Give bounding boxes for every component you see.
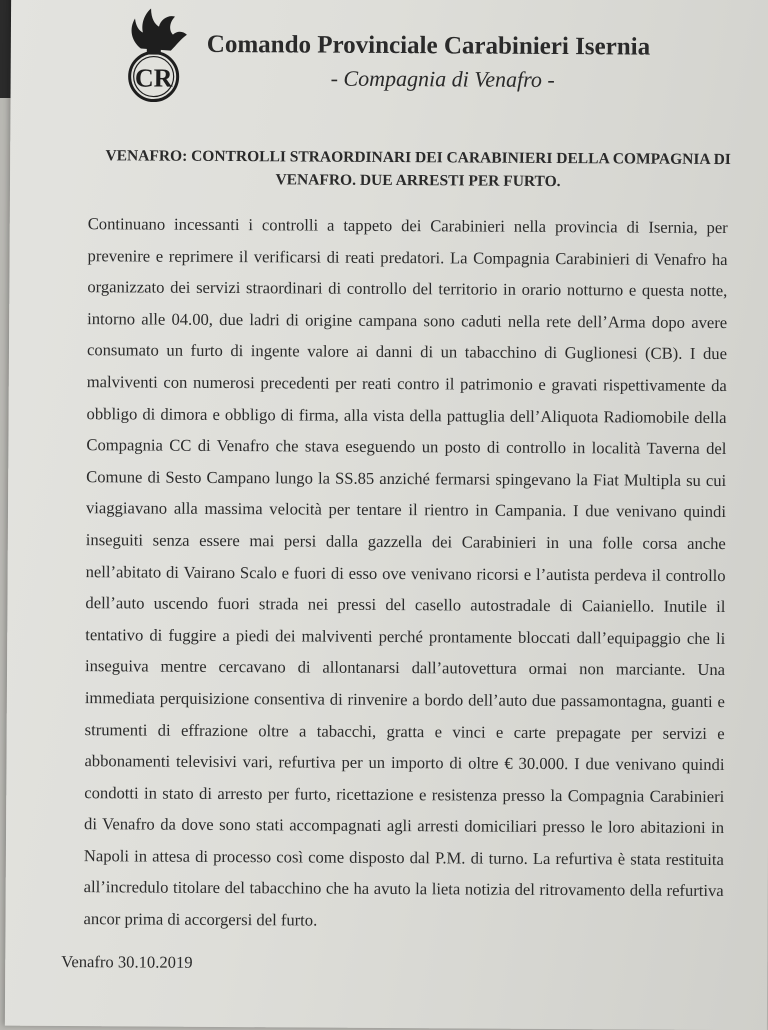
logo-monogram: CR: [134, 63, 173, 93]
article-signoff: Venafro 30.10.2019: [61, 952, 193, 972]
article-headline: VENAFRO: CONTROLLI STRAORDINARI DEI CARABINIERI DELLA COMPAGNIA DI VENAFRO. DUE ARRESTI PER FURTO.: [105, 147, 731, 191]
article-body-text: Continuano incessanti i controlli a tappeto dei Carabinieri nella provincia di Isernia, per prevenire e reprimere il verificarsi di reati predatori. La Compagnia Carabinieri di Venafro ha organizzato dei servizi straordinari di controllo del territorio in orario notturno e questa notte, intorno alle 04.00, due ladri di origine campana sono caduti nella rete dell’Arma dopo avere consumato un furto di ingente valore ai danni di un tabacchino di Guglionesi (CB). I due malviventi con numerosi precedenti per reati contro il patrimonio e gravati rispettivamente da obbligo di dimora e obbligo di firma, alla vista della pattuglia dell’Aliquota Radiomobile della Compagnia CC di Venafro che stava eseguendo un posto di controllo in località Taverna del Comune di Sesto Campano lungo la SS.85 anziché fermarsi spingevano la Fiat Multipla su cui viaggiavano alla massima velocità per tentare il rientro in Campania. I due venivano quindi inseguiti senza essere mai persi dalla gazzella dei Carabinieri in una folle corsa anche nell’abitato di Vairano Scalo e fuori di esso ove venivano ricorsi e l’autista perdeva il controllo dell’auto uscendo fuori strada nei pressi del casello autostradale di Caianiello. Inutile il tentativo di fuggire a piedi dei malviventi perché prontamente bloccati dall’equipaggio che li inseguiva mentre cercavano di allontanarsi dall’autovettura ormai non marciante. Una immediata perquisizione consentiva di rinvenire a bordo dell’auto due passamontagna, guanti e strumenti di effrazione oltre a tabacchi, gratta e vinci e carte prepagate per servizi e abbonamenti televisivi vari, refurtiva per un importo di oltre € 30.000. I due venivano quindi condotti in stato di arresto per furto, ricettazione e resistenza presso la Compagnia Carabinieri di Venafro da dove sono stati accompagnati agli arresti domiciliari presso le loro abitazioni in Napoli in attesa di processo così come disposto dal P.M. di turno. La refurtiva è stata restituita all’incredulo titolare del tabacchino che ha avuto la lieta notizia del ritrovamento della refurtiva ancor prima di accorgersi del furto.: [83, 214, 728, 930]
header-title: Comando Provinciale Carabinieri Isernia: [206, 30, 651, 61]
carabinieri-emblem-icon: [110, 4, 197, 105]
press-release-page: [5, 0, 768, 1030]
article-body: [83, 208, 727, 939]
header-subtitle: - Compagnia di Venafro -: [330, 65, 555, 93]
